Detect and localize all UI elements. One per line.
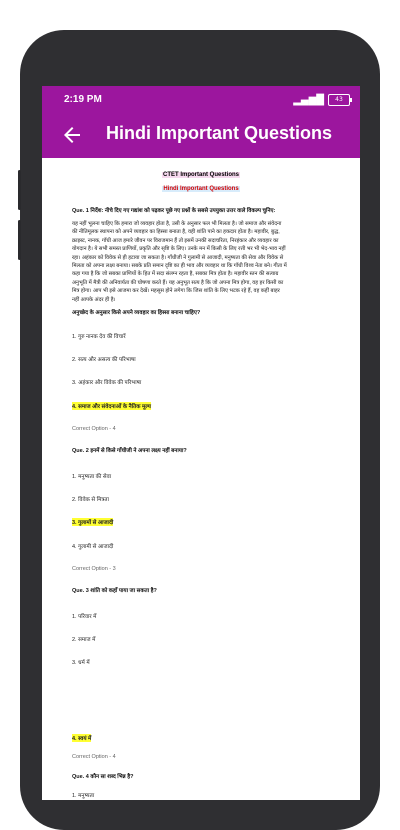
option: 1. गुरु नानक देव की विचारें [72,334,126,340]
passage-line: की नीतिमूलक स्थापना को अपने व्यवहार का हिस्सा बनाता है, वही शांति पाने का हकदार होता है। महावीर, बुद्ध, [72,229,280,236]
passage-line: मित्र होगा। आप भी इसे आजमा कर देखें। महसूस होने लगेगा कि जिस शांति के लिए भटक रहे हैं, वह कहीं बाहर [72,288,280,295]
passage-line: रहा। अहंकार को विवेक से ही हटाया जा सकता है। गाँधीजी ने गुलामी से आजादी, मनुष्यता की सेवा और विवेक से [72,254,284,261]
passage-line: कहा गया है कि जो सबका प्राणियों के हित में सदा संलग्न रहता है, सबका मित्र होता है। महावीर स्तन की सत्याग्र [72,271,279,278]
passage-line: मिलता को अपना लक्ष्य बनाया। सबके प्रति समान दृष्टि का ही भाव और व्यवहार था कि गाँधी विश्व नेता बने। गीता में [72,263,287,270]
question-text: अनुच्छेद के अनुसार किसे अपने व्यवहार का हिस्सा बनाना चाहिए? [72,310,201,316]
question-line: Que. 2 इनमें से किसे गाँधीजी ने अपना लक्ष्य नहीं बनाया? [72,448,187,454]
correct-option-label: Correct Option - 4 [72,754,116,760]
battery-icon: 43 [328,94,350,106]
page-title: Hindi Important Questions [106,123,333,143]
passage-line: यह नहीं भूलना चाहिए कि हमारा जो व्यवहार होता है, उसी के अनुसार फल भी मिलता है। जो समाज और संवेदना [72,221,282,227]
option: 3. धर्म में [72,660,90,666]
app-bar [42,113,360,158]
option: 2. समाज में [72,637,96,643]
question-line: Que. 4 कौन सा शब्द भिन्न है? [72,774,134,780]
document-heading: CTET Important Questions [162,172,239,178]
passage [72,220,287,304]
back-arrow-icon[interactable] [60,123,84,147]
option: 1. परिवार में [72,614,97,620]
document-page[interactable] [72,158,330,800]
passage-line: क्राइस्ट, नानक, गाँधी आज हमारे जीवन पर विराजमान हैं तो इसमें उनकी सदाचरिता, निरहंकार और व्यवहार का [72,237,279,244]
side-button [18,220,21,260]
passage-instruction: Que. 1 निर्देश: नीचे दिए गए गद्यांश को पढ़कर पूछे गए प्रश्नों के सबसे उपयुक्त उत्तर वाले विकल्प चुनिए: [72,208,276,214]
option: 1. मनुष्यता की सेवा [72,474,112,480]
status-time: 2:19 PM [64,94,102,105]
passage-line: नहीं आपके अंदर ही है। [72,296,116,303]
document-subheading: Hindi Important Questions [163,186,239,192]
correct-option-label: Correct Option - 3 [72,566,116,572]
option: 4. गुलामी से आजादी [72,544,114,550]
signal-icon: ▂▄▆█ [293,95,324,106]
passage-line: योगदान है। ये सभी समस्त प्राणियों, प्रकृति और सृष्टि के लिए। उनके मन में किसी के लिए रत्ती भर भी भेद-भाव नहीं [72,246,286,253]
option: 1. मनुष्यता [72,793,95,799]
screen [42,86,360,800]
correct-option: 4. समाज और संवेदनाओं के नैतिक मूल्य [72,404,151,410]
correct-option: 3. गुलामों से आजादी [72,520,114,526]
question-line: Que. 3 शांति को कहाँ पाया जा सकता है? [72,588,157,594]
option: 2. विवेक से मित्रता [72,497,109,503]
option: 3. अहंकार और विवेक की परिभाषा [72,380,142,386]
status-bar [42,86,360,113]
passage-line: अनुभूति में मैत्री की अनिवार्यता की घोषणा करते हैं। यह अनुभूत सत्य है कि जो अपना मित्र होगा, वह हर किसी का [72,279,284,286]
side-button [18,170,21,210]
correct-option: 4. स्वयं में [72,736,92,742]
option: 2. सत्य और असत्य की परिभाषा [72,357,136,363]
correct-option-label: Correct Option - 4 [72,426,116,432]
